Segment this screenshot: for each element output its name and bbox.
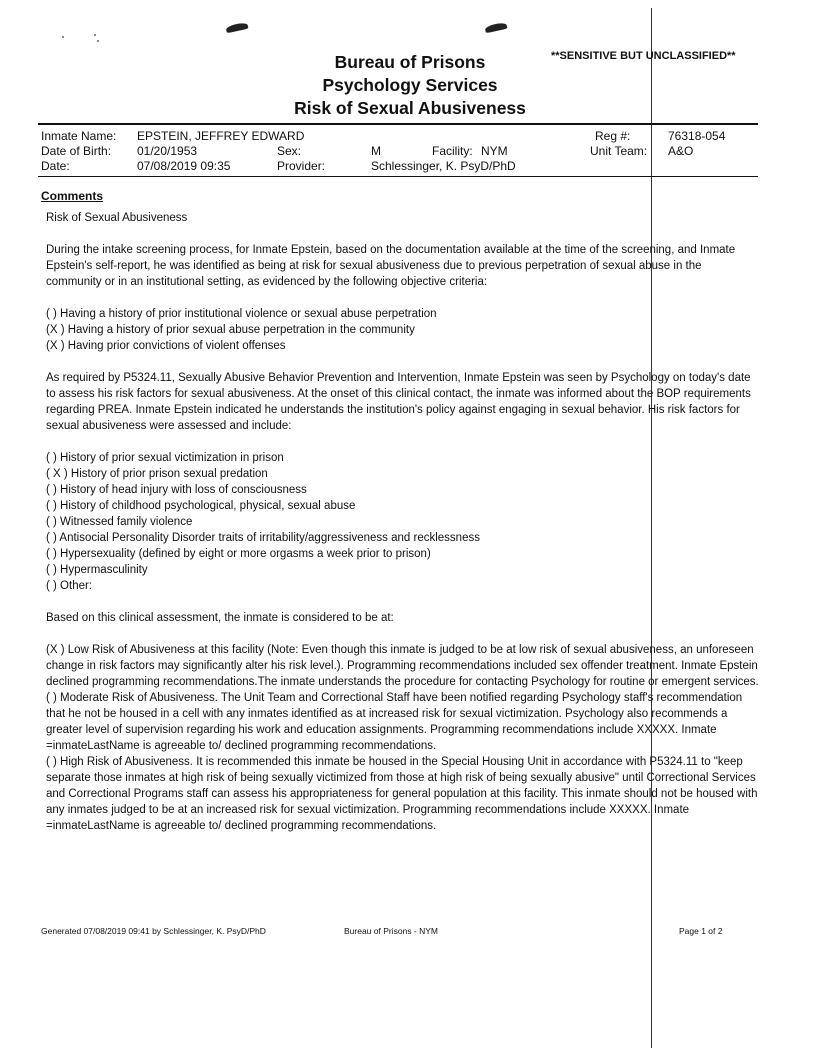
comments-heading: Comments: [41, 189, 104, 203]
scan-mark-left: [226, 22, 249, 33]
risk-factor-item: ( ) Hypermasculinity: [46, 564, 148, 576]
risk-factor-item: ( ) Witnessed family violence: [46, 516, 193, 528]
risk-level-low: (X ) Low Risk of Abusiveness at this facility (Note: Even though this inmate is judged to be at low risk of sexual abusiveness, an unforeseen change in risk factors may significantly alter his risk level.). Programming recommendations included sex offender treatment. Inmate Epstein declined programming recommendations.The inmate understands the procedure for contacting Psychology for routine or emergent services.: [46, 644, 759, 688]
dob-label: Date of Birth:: [41, 144, 112, 158]
risk-factor-item: ( ) History of head injury with loss of consciousness: [46, 484, 307, 496]
dob-value: 01/20/1953: [137, 144, 198, 158]
scan-dot: [94, 34, 96, 36]
assessment-paragraph: As required by P5324.11, Sexually Abusive Behavior Prevention and Intervention, Inmate Epstein was seen by Psychology on today's date to assess his risk factors for sexual abusiveness. At the onset of this clinical contact, the inmate was informed about the BOP requirements regarding PREA. Inmate Epstein indicated he understands the institution's policy against engaging in sexual behavior. His risk factors for sexual abusiveness were assessed and include:: [46, 372, 751, 432]
reg-value: 76318-054: [668, 129, 726, 143]
sex-label: Sex:: [277, 144, 302, 158]
risk-factor-item: ( ) Hypersexuality (defined by eight or more orgasms a week prior to prison): [46, 548, 431, 560]
page-title-report: Risk of Sexual Abusiveness: [294, 98, 526, 118]
criteria-item: ( ) Having a history of prior institutional violence or sexual abuse perpetration: [46, 308, 437, 320]
conclusion-intro: Based on this clinical assessment, the inmate is considered to be at:: [46, 612, 394, 624]
info-divider: [38, 176, 758, 177]
scan-mark-right: [485, 22, 508, 33]
footer-organization: Bureau of Prisons - NYM: [344, 926, 439, 936]
comments-body: [46, 210, 760, 834]
page-title-department: Psychology Services: [322, 75, 498, 95]
footer-generated: Generated 07/08/2019 09:41 by Schlessinger, K. PsyD/PhD: [41, 926, 266, 936]
inmate-name: EPSTEIN, JEFFREY EDWARD: [137, 129, 305, 143]
page-title-organization: Bureau of Prisons: [334, 52, 486, 72]
risk-level-high: ( ) High Risk of Abusiveness. It is recommended this inmate be housed in the Special Housing Unit in accordance with P5324.11 to "keep separate those inmates at high risk of being sexually victimized from those at high risk of being sexually abusive" until Correctional Services and Correctional Programs staff can assess his appropriateness for general population at this facility. This inmate should not be housed with any inmates judged to be at an increased risk for sexual victimization. Programming recommendations include XXXXX. Inmate =inmateLastName is agreeable to/ declined programming recommendations.: [46, 756, 758, 832]
inmate-name-label: Inmate Name:: [41, 129, 117, 143]
unit-team-label: Unit Team:: [590, 144, 648, 158]
risk-factor-item: ( X ) History of prior prison sexual predation: [46, 468, 268, 480]
risk-factor-item: ( ) Antisocial Personality Disorder traits of irritability/aggressiveness and recklessness: [46, 532, 480, 544]
facility-label: Facility:: [432, 144, 473, 158]
risk-level-moderate: ( ) Moderate Risk of Abusiveness. The Unit Team and Correctional Staff have been notified regarding Psychology staff's recommendation that he not be housed in a cell with any inmates identified as at increased risk for sexual victimization. Psychology also recommends a greater level of supervision regarding his work and education assignments. Programming recommendations include XXXXX. Inmate =inmateLastName is agreeable to/ declined programming recommendations.: [46, 692, 743, 752]
criteria-item: (X ) Having a history of prior sexual abuse perpetration in the community: [46, 324, 415, 336]
scan-dot: [97, 40, 99, 42]
criteria-item: (X ) Having prior convictions of violent offenses: [46, 340, 286, 352]
unit-team-value: A&O: [668, 144, 694, 158]
footer-page-number: Page 1 of 2: [679, 926, 723, 936]
date-value: 07/08/2019 09:35: [137, 159, 231, 173]
risk-factor-item: ( ) History of prior sexual victimization in prison: [46, 452, 284, 464]
header-divider: [38, 123, 758, 125]
sensitivity-label: **SENSITIVE BUT UNCLASSIFIED**: [551, 50, 736, 62]
intro-paragraph: During the intake screening process, for Inmate Epstein, based on the documentation available at the time of the screening, and Inmate Epstein's self-report, he was identified as being at risk for sexual abusiveness due to previous perpetration of sexual abuse in the community or in an institutional setting, as evidenced by the following objective criteria:: [46, 244, 736, 288]
section-subtitle: Risk of Sexual Abusiveness: [46, 212, 188, 224]
sex-value: M: [371, 144, 381, 158]
scan-dot: [62, 36, 64, 38]
facility-value: NYM: [481, 144, 508, 158]
risk-factor-item: ( ) History of childhood psychological, physical, sexual abuse: [46, 500, 356, 512]
date-label: Date:: [41, 159, 70, 173]
provider-label: Provider:: [277, 159, 326, 173]
risk-factor-item: ( ) Other:: [46, 580, 93, 592]
reg-label: Reg #:: [595, 129, 631, 143]
provider-value: Schlessinger, K. PsyD/PhD: [371, 159, 516, 173]
